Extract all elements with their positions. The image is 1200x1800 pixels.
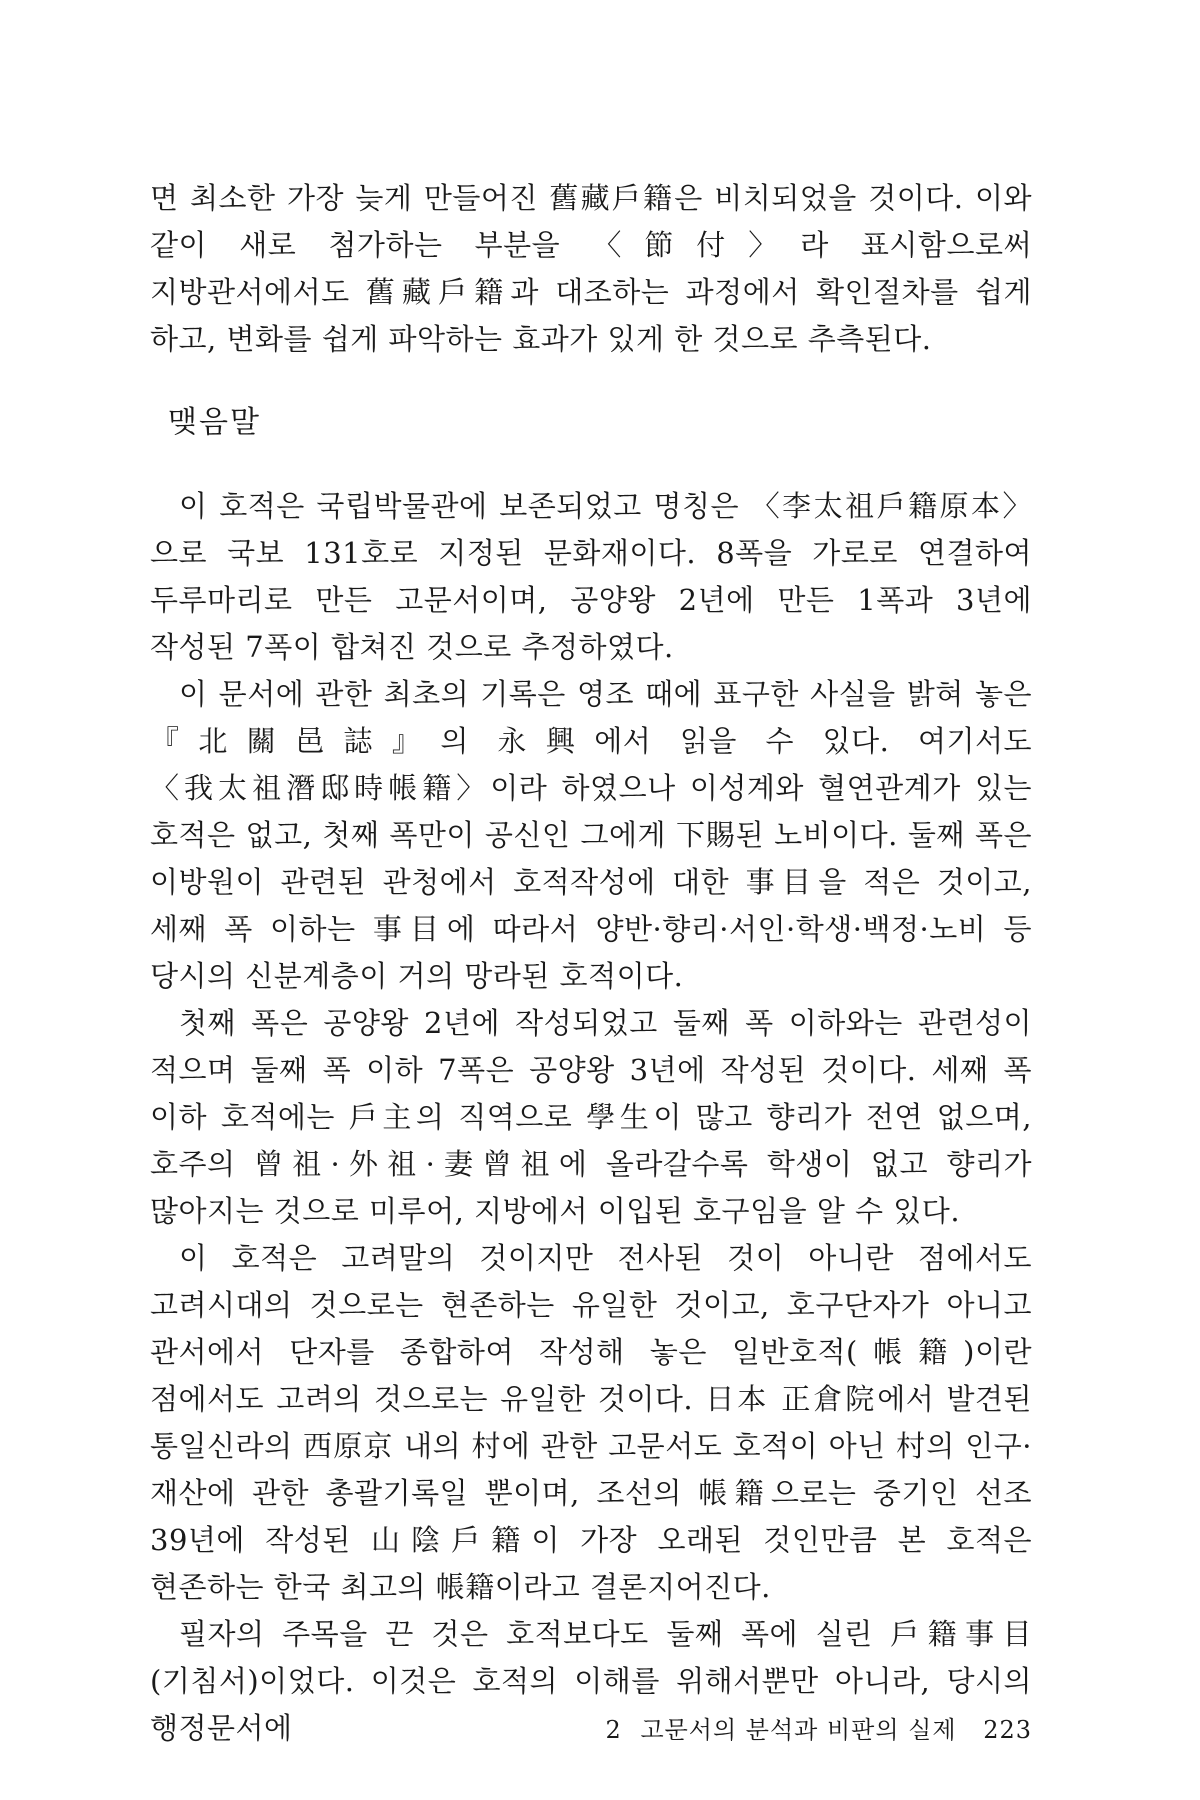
page-body bbox=[150, 175, 1032, 1752]
body-paragraph-3: 첫째 폭은 공양왕 2년에 작성되었고 둘째 폭 이하와는 관련성이 적으며 둘째 폭 이하 7폭은 공양왕 3년에 작성된 것이다. 세째 폭 이하 호적에는 戶主의 직역으로 學生이 많고 향리가 전연 없으며, 호주의 曾祖·外祖·妻曾祖에 올라갈수록 학생이 없고 향리가 많아지는 것으로 미루어, 지방에서 이입된 호구임을 알 수 있다. bbox=[150, 1006, 1032, 1228]
intro-paragraph: 면 최소한 가장 늦게 만들어진 舊藏戶籍은 비치되었을 것이다. 이와 같이 새로 첨가하는 부분을 〈節付〉라 표시함으로써 지방관서에서도 舊藏戶籍과 대조하는 과정에서 확인절차를 쉽게 하고, 변화를 쉽게 파악하는 효과가 있게 한 것으로 추측된다. bbox=[150, 181, 1032, 356]
page-number: 223 bbox=[983, 1716, 1032, 1744]
body-paragraph-5: 필자의 주목을 끈 것은 호적보다도 둘째 폭에 실린 戶籍事目(기침서)이었다. 이것은 호적의 이해를 위해서뿐만 아니라, 당시의 행정문서에 bbox=[150, 1617, 1032, 1745]
footer-chapter-title: 고문서의 분석과 비판의 실제 bbox=[640, 1716, 957, 1744]
footer-chapter-number: 2 bbox=[605, 1716, 622, 1744]
body-paragraph-2: 이 문서에 관한 최초의 기록은 영조 때에 표구한 사실을 밝혀 놓은 『北關邑誌』의 永興에서 읽을 수 있다. 여기서도 〈我太祖潛邸時帳籍〉이라 하였으나 이성계와 혈연관계가 있는 호적은 없고, 첫째 폭만이 공신인 그에게 下賜된 노비이다. 둘째 폭은 이방원이 관련된 관청에서 호적작성에 대한 事目을 적은 것이고, 세째 폭 이하는 事目에 따라서 양반·향리·서인·학생·백정·노비 등 당시의 신분계층이 거의 망라된 호적이다. bbox=[150, 677, 1032, 993]
section-heading: 맺음말 bbox=[168, 405, 261, 440]
body-paragraph-1: 이 호적은 국립박물관에 보존되었고 명칭은 〈李太祖戶籍原本〉으로 국보 131호로 지정된 문화재이다. 8폭을 가로로 연결하여 두루마리로 만든 고문서이며, 공양왕 2년에 만든 1폭과 3년에 작성된 7폭이 합쳐진 것으로 추정하였다. bbox=[150, 489, 1032, 664]
page-footer bbox=[606, 1714, 1032, 1746]
body-paragraph-4: 이 호적은 고려말의 것이지만 전사된 것이 아니란 점에서도 고려시대의 것으로는 현존하는 유일한 것이고, 호구단자가 아니고 관서에서 단자를 종합하여 작성해 놓은 일반호적(帳籍)이란 점에서도 고려의 것으로는 유일한 것이다. 日本 正倉院에서 발견된 통일신라의 西原京 내의 村에 관한 고문서도 호적이 아닌 村의 인구·재산에 관한 총괄기록일 뿐이며, 조선의 帳籍으로는 중기인 선조 39년에 작성된 山陰戶籍이 가장 오래된 것인만큼 본 호적은 현존하는 한국 최고의 帳籍이라고 결론지어진다. bbox=[150, 1241, 1032, 1604]
